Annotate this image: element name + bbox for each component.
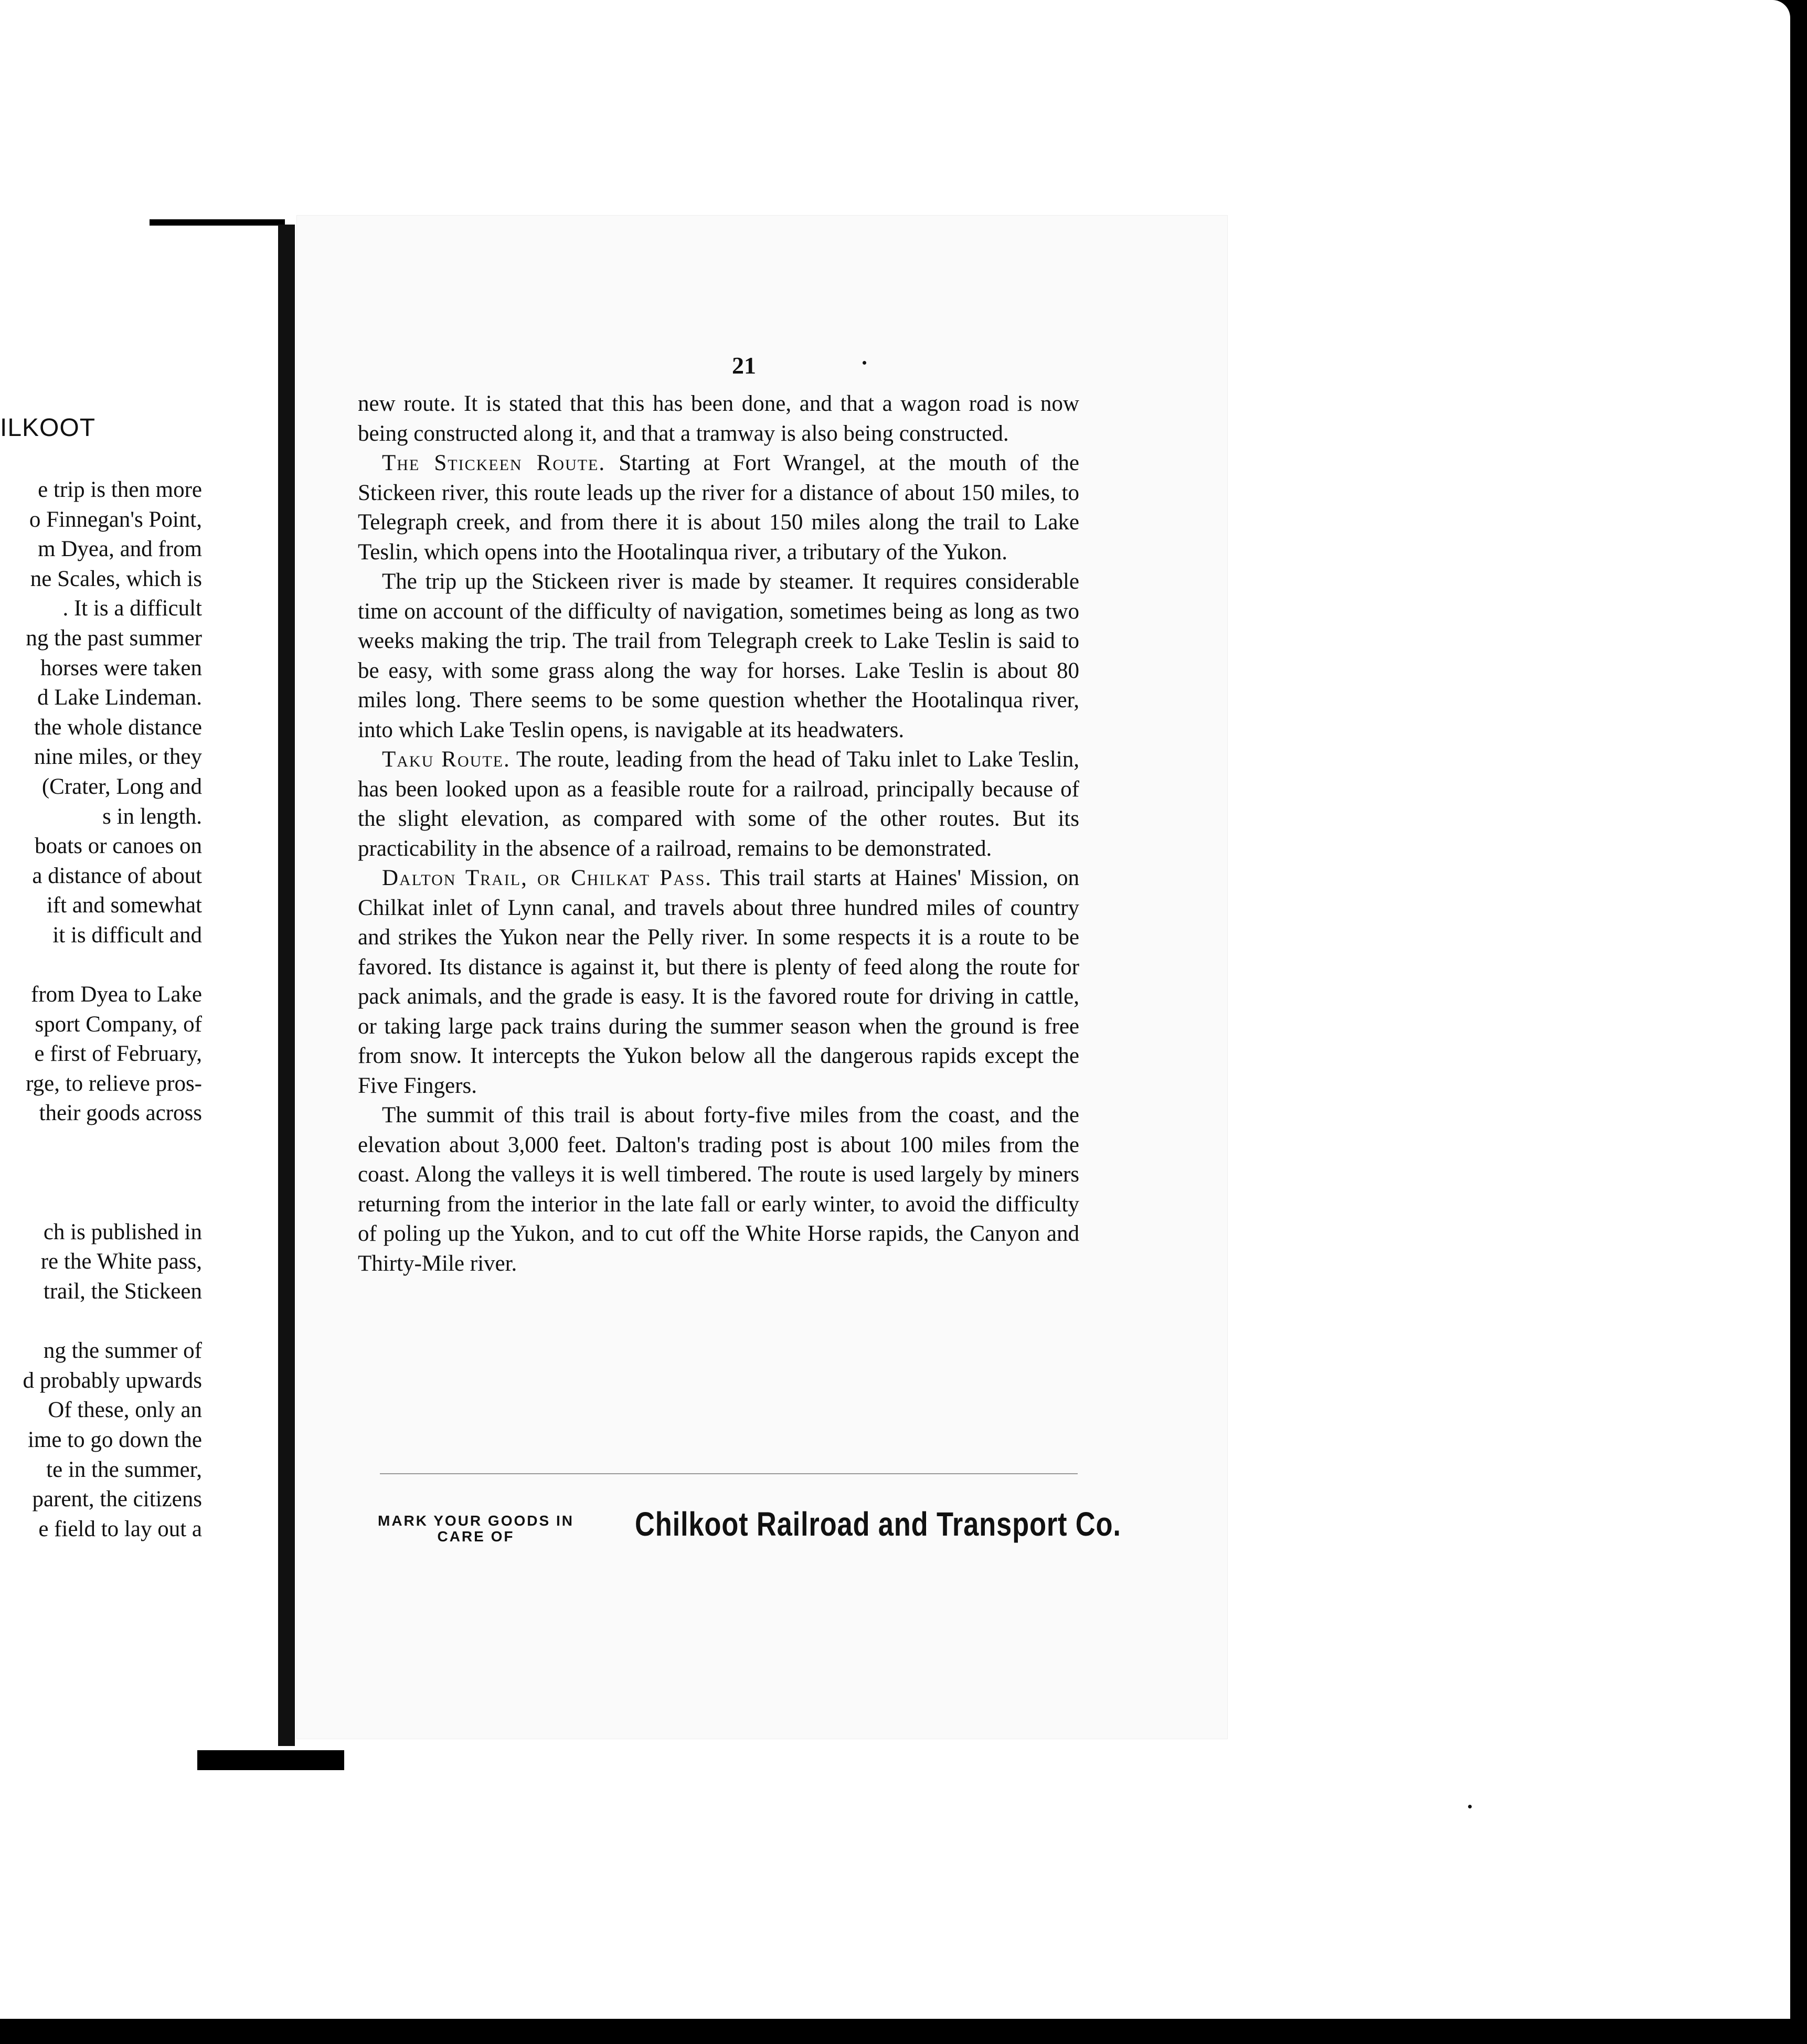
company-name: Chilkoot Railroad and Transport Co. [635,1505,1121,1543]
previous-page-line: ime to go down the [27,1428,202,1452]
previous-page-line: nine miles, or they [34,744,202,770]
footer-instruction-line-1: MARK YOUR GOODS IN [378,1513,574,1529]
page-body [358,389,1079,1279]
paragraph-text: The summit of this trail is about forty-five miles from the coast, and the elevation about 3,000 feet. Dalton's trading post is about 100 miles from the coast. Along the valleys it is well timbered. The route is used largely by miners returning from the interior in the late fall or early winter, to avoid the difficulty of poling up the Yukon, and to cut off the White Horse rapids, the Canyon and Thirty-Mile river. [358,1103,1079,1276]
previous-page-line [0,951,202,981]
body-paragraph [358,449,1079,567]
previous-page-line: horses were taken [40,655,202,680]
section-heading: Dalton Trail, or Chilkat Pass. [382,866,713,890]
previous-page-line: s in length. [102,804,202,829]
previous-page-line: boats or canoes on [35,834,202,859]
previous-page-line: a distance of about [32,863,202,888]
scanner-bottom-edge [0,2019,1807,2044]
ink-speck [863,361,866,365]
previous-page-line [0,1188,202,1218]
previous-page-line: ch is published in [43,1219,202,1244]
previous-page-line: . It is a difficult [62,596,202,621]
body-paragraph [358,745,1079,864]
paragraph-text: new route. It is stated that this has been done, and that a wagon road is now being constructed along it, and that a tramway is also being constructed. [358,391,1079,446]
previous-page-line [0,1129,202,1158]
binding-strip-bottom [197,1750,344,1770]
previous-page-line: rge, to relieve pros- [26,1071,202,1096]
footer-instruction-line-2: CARE OF [437,1528,515,1545]
previous-page-line: e trip is then more [38,477,202,502]
footer-rule [380,1473,1078,1474]
previous-page-line: ift and somewhat [46,893,202,918]
body-paragraph [358,567,1079,745]
previous-page-fragment [0,220,286,1742]
previous-page-line [0,1307,202,1337]
section-heading: Taku Route. [382,747,511,772]
previous-page-line: ne Scales, which is [30,566,202,591]
previous-page-line: sport Company, of [35,1012,202,1037]
dust-speck [1468,1805,1472,1808]
page-number: 21 [732,352,756,379]
advertisement-footer [378,1505,1121,1555]
previous-page-line: te in the summer, [46,1457,202,1482]
previous-page-line: Of these, only an [48,1398,202,1423]
previous-page-line: ng the summer of [43,1338,202,1364]
scanner-right-edge [1790,0,1807,2044]
previous-page-line: (Crater, Long and [41,774,202,799]
previous-page-line: d Lake Lindeman. [37,685,202,710]
previous-page-line: their goods across [39,1101,202,1126]
previous-page-line: re the White pass, [40,1249,202,1274]
previous-page-text [0,475,202,1544]
footer-instruction [378,1513,574,1545]
section-heading: The Stickeen Route. [382,451,606,475]
previous-page-line: parent, the citizens [32,1487,202,1512]
paragraph-text: The route, leading from the head of Taku inlet to Lake Teslin, has been looked upon as a feasible route for a railroad, principally because of the slight elevation, as compared with some of the other routes. But its practicability in the absence of a railroad, remains to be demonstrated. [358,747,1079,861]
previous-page-heading: ILKOOT [0,414,96,442]
previous-page-line: o Finnegan's Point, [29,507,202,532]
paragraph-text: This trail starts at Haines' Mission, on Chilkat inlet of Lynn canal, and travels about three hundred miles of country and strikes the Yukon near the Pelly river. In some respects it is a route to be favored. Its distance is against it, but there is plenty of feed along the route for pack animals, and the grade is easy. It is the favored route for driving in cattle, or taking large pack trains during the summer season when the ground is free from snow. It intercepts the Yukon below all the dangerous rapids except the Five Fingers. [358,866,1079,1098]
previous-page-line: d probably upwards [23,1368,202,1393]
previous-page-line: m Dyea, and from [38,537,202,562]
previous-page-line: ng the past summer [26,625,202,651]
previous-page-line: e field to lay out a [38,1516,202,1541]
previous-page-line: trail, the Stickeen [43,1279,202,1304]
binding-strip-top [150,219,285,226]
body-paragraph [358,389,1079,449]
binding-strip [278,225,295,1746]
paragraph-text: The trip up the Stickeen river is made by steamer. It requires considerable time on account of the difficulty of navigation, sometimes being as long as two weeks making the trip. The trail from Telegraph creek to Lake Teslin is said to be easy, with some grass along the way for horses. Lake Teslin is about 80 miles long. There seems to be some question whether the Hootalinqua river, into which Lake Teslin opens, is navigable at its headwaters. [358,569,1079,742]
body-paragraph [358,864,1079,1101]
previous-page-line [0,1158,202,1188]
previous-page-line: it is difficult and [52,922,202,948]
previous-page-line: e first of February, [34,1041,202,1067]
paragraph-text: Starting at Fort Wrangel, at the mouth of the Stickeen river, this route leads up the river for a distance of about 150 miles, to Telegraph creek, and from there it is about 150 miles along the trail to Lake Teslin, which opens into the Hootalinqua river, a tributary of the Yukon. [358,451,1079,565]
previous-page-line: from Dyea to Lake [31,982,202,1007]
previous-page-line: the whole distance [34,715,202,740]
body-paragraph [358,1101,1079,1279]
